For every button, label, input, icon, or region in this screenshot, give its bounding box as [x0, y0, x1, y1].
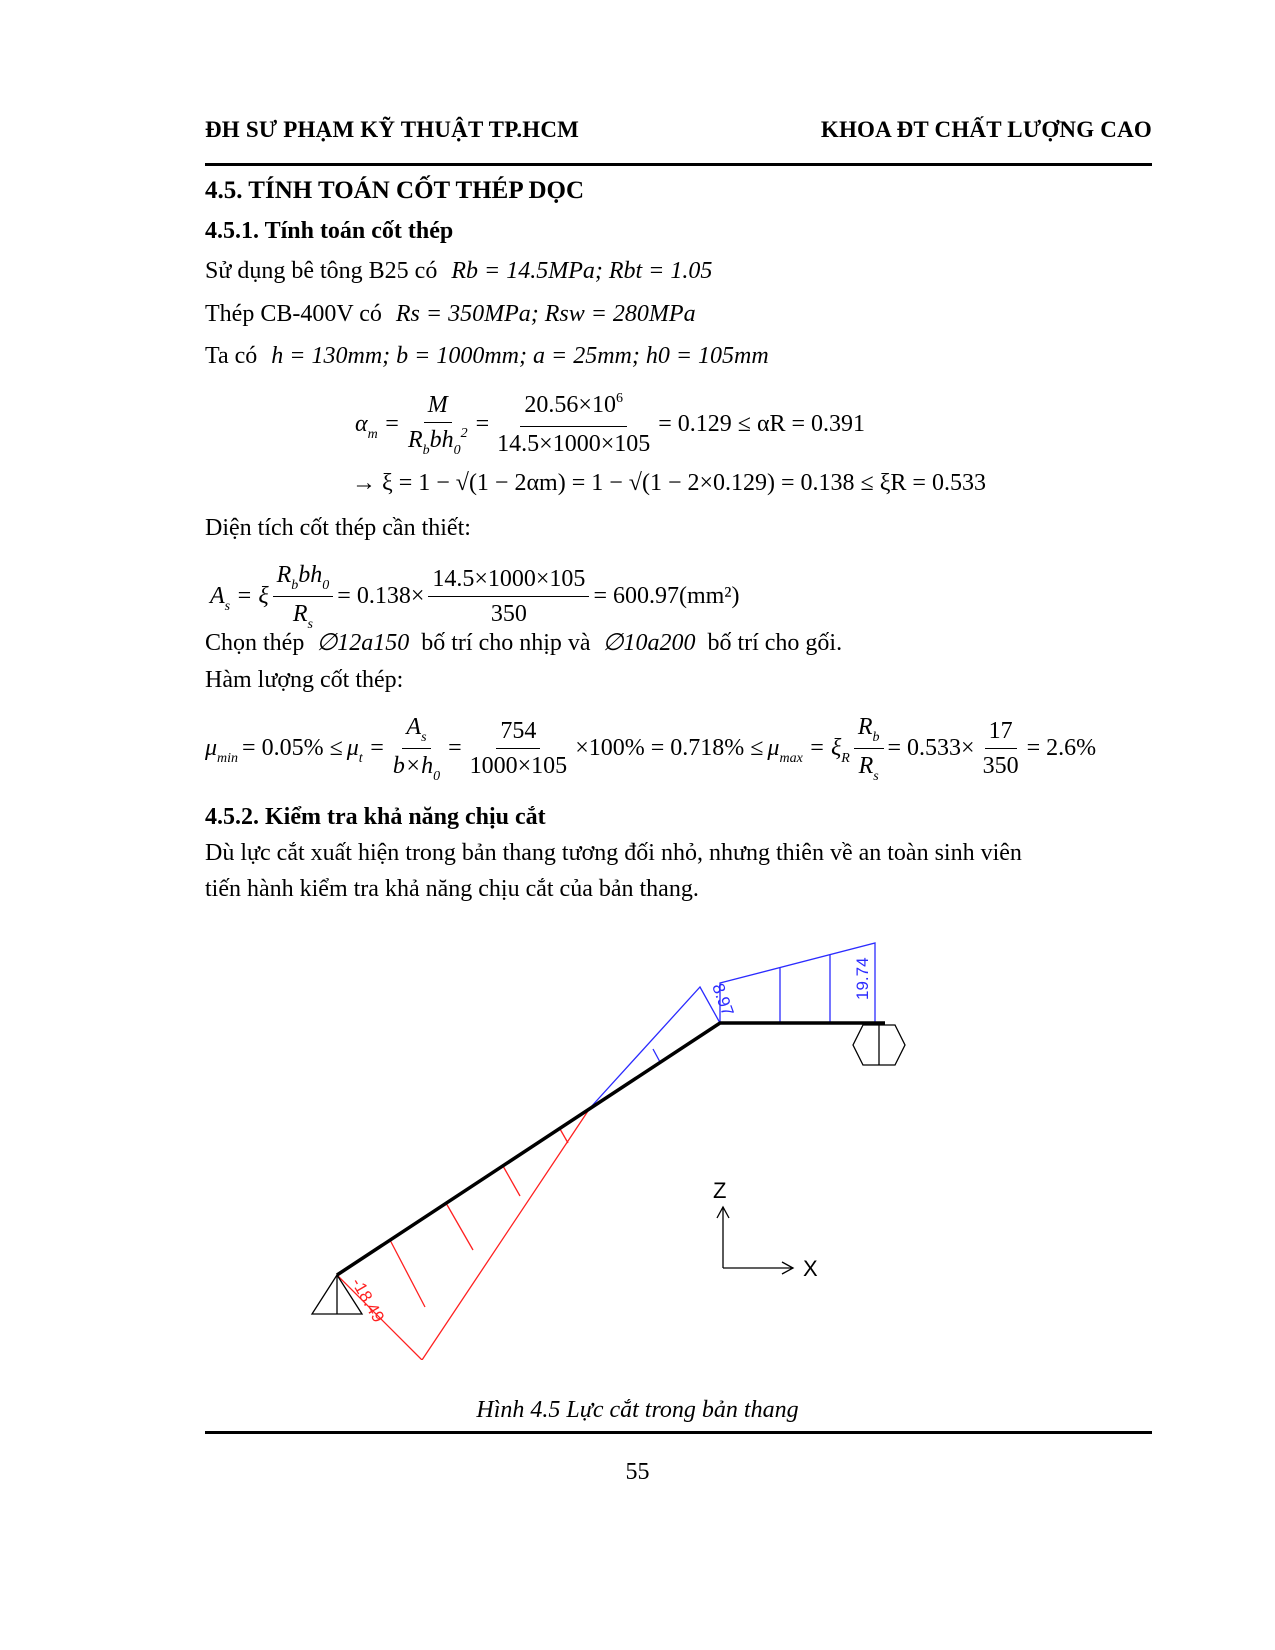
choose-steel-line: Chọn thép ∅12a150 bố trí cho nhịp và ∅10a200 bố trí cho gối.	[205, 630, 843, 656]
area-label: Diện tích cốt thép cần thiết:	[205, 515, 471, 541]
stair-member	[337, 1023, 885, 1275]
label-negative: -18.49	[347, 1274, 389, 1326]
alpha-m-result: = 0.129 ≤ αR = 0.391	[658, 411, 866, 437]
geometry-line	[205, 340, 769, 372]
mu-equation: $\mu_{min}$ = 0.05% ≤ $\mu_t$ = $\frac{A_s}{b\times h_0}$ = $\frac{754}{1000\times 105}$ ×100% = 0.718% ≤ $\mu_{max} = \xi_R$ $\frac{R_b}{R_s}$ = 0.533× $\frac{17}{350}$ = 2.6%	[205, 714, 1097, 784]
page-number: 55	[625, 1459, 650, 1485]
subsection-title-2: 4.5.2. Kiểm tra khả năng chịu cắt	[205, 804, 546, 830]
geometry-prefix: Ta có	[205, 343, 258, 369]
shear-diagram	[0, 900, 1275, 1360]
x-axis-label: X	[803, 1256, 818, 1281]
z-axis-label: Z	[713, 1178, 727, 1203]
as-frac-2: $\frac{14.5\times 1000\times 105}{350}$	[428, 564, 589, 629]
positive-hatch-1	[653, 1049, 660, 1062]
shear-paragraph-line-2: tiến hành kiểm tra khả năng chịu cắt của bản thang.	[205, 876, 699, 902]
alpha-m-frac-2: $\frac{20.56\times 10^6}{14.5\times 1000\times 105}$	[497, 391, 651, 457]
bar-span: ∅12a150	[316, 630, 410, 656]
negative-hatch-1	[390, 1240, 425, 1307]
as-result: = 600.97(mm²)	[593, 583, 740, 609]
footer-rule	[205, 1431, 1152, 1434]
positive-shear-region-small	[590, 987, 720, 1108]
subsection-title-1: 4.5.1. Tính toán cốt thép	[205, 218, 454, 244]
label-positive-small: 8.97	[708, 980, 738, 1019]
mu-result: = 2.6%	[1026, 735, 1097, 761]
shear-paragraph-line-1: Dù lực cắt xuất hiện trong bản thang tương đối nhỏ, nhưng thiên về an toàn sinh viên	[205, 840, 1022, 866]
steel-line	[205, 298, 696, 330]
geometry-equation: h = 130mm; b = 1000mm; a = 25mm; h0 = 105mm	[271, 343, 769, 369]
concrete-prefix: Sử dụng bê tông B25 có	[205, 258, 438, 284]
xi-equation: → ξ = 1 − √(1 − 2αm) = 1 − √(1 − 2×0.129) = 0.138 ≤ ξR = 0.533	[352, 470, 986, 496]
figure-caption: Hình 4.5 Lực cắt trong bản thang	[476, 1397, 799, 1423]
concrete-line	[205, 255, 712, 287]
steel-prefix: Thép CB-400V có	[205, 301, 382, 327]
alpha-m-equation: $\alpha_m$ = $\frac{M}{R_bbh_0^2}$ = $\frac{20.56\times 10^6}{14.5\times 1000\times 105}$ = 0.129 ≤ αR = 0.391	[355, 391, 866, 458]
steel-equation: Rs = 350MPa; Rsw = 280MPa	[395, 301, 696, 327]
negative-hatch-3	[503, 1166, 520, 1196]
label-positive-big: 19.74	[853, 957, 872, 1000]
alpha-m-frac-1: $\frac{M}{R_bbh_0^2}$	[407, 392, 468, 458]
alpha-m-symbol: $\alpha_m$ =	[355, 411, 400, 442]
as-frac-1: $\frac{R_bbh_0}{R_s}$	[273, 560, 334, 633]
header-left: ĐH SƯ PHẠM KỸ THUẬT TP.HCM	[205, 117, 580, 142]
negative-hatch-2	[446, 1203, 473, 1250]
as-equation: $A_s = \xi$ $\frac{R_bbh_0}{R_s}$ = 0.138× $\frac{14.5\times 1000\times 105}{350}$ = 600.97(mm²)	[210, 562, 740, 632]
header-rule	[205, 163, 1152, 166]
concrete-equation: Rb = 14.5MPa; Rbt = 1.05	[451, 258, 713, 284]
ratio-label: Hàm lượng cốt thép:	[205, 667, 404, 693]
section-title: 4.5. TÍNH TOÁN CỐT THÉP DỌC	[205, 177, 585, 204]
positive-shear-region-landing	[720, 943, 875, 1023]
negative-hatch-4	[560, 1129, 568, 1143]
header-right: KHOA ĐT CHẤT LƯỢNG CAO	[820, 117, 1152, 142]
bar-support: ∅10a200	[602, 630, 696, 656]
